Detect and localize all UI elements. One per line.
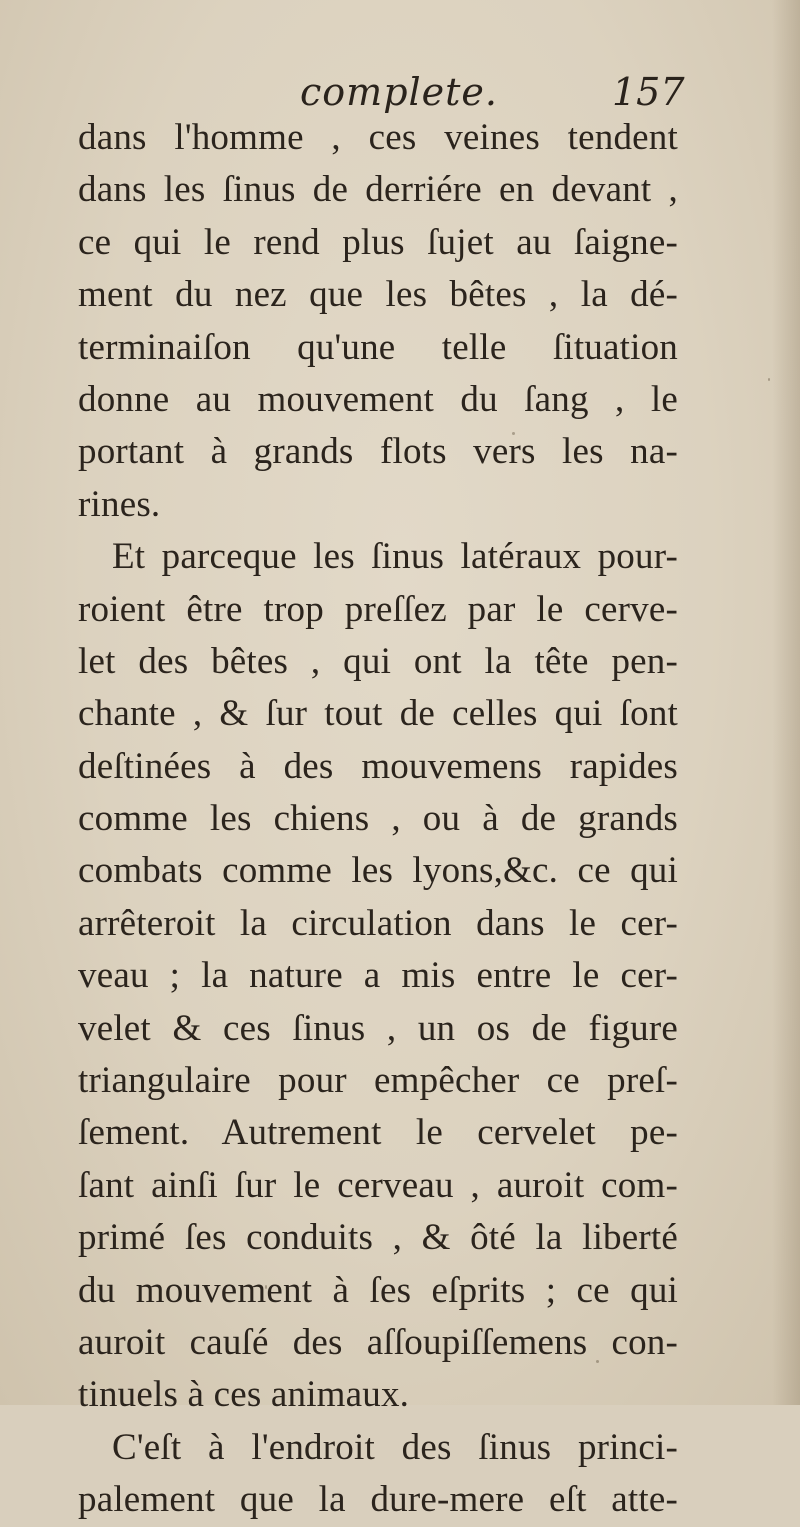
- paper-speck: [512, 432, 515, 435]
- page-number: 157: [612, 70, 685, 114]
- text-line: ſement. Autrement le cervelet pe-: [78, 1112, 678, 1154]
- text-line: chante , & ſur tout de celles qui ſont: [78, 693, 678, 735]
- text-line: triangulaire pour empêcher ce preſ-: [78, 1060, 678, 1102]
- text-line: roient être trop preſſez par le cerve-: [78, 588, 678, 630]
- text-line: dans les ſinus de derriére en devant ,: [78, 169, 678, 211]
- text-line: Et parceque les ſinus latéraux pour-: [112, 536, 678, 578]
- text-line: auroit cauſé des aſſoupiſſemens con-: [78, 1321, 678, 1363]
- paper-speck: [265, 1285, 267, 1289]
- text-line: terminaiſon qu'une telle ſituation: [78, 326, 678, 368]
- text-line: velet & ces ſinus , un os de figure: [78, 1007, 678, 1049]
- text-line: du mouvement à ſes eſprits ; ce qui: [78, 1269, 678, 1311]
- text-line: dans l'homme , ces veines tendent: [78, 117, 678, 158]
- text-line: arrêteroit la circulation dans le cer-: [78, 902, 678, 944]
- text-line: let des bêtes , qui ont la tête pen-: [78, 640, 678, 682]
- paper-speck: [768, 378, 770, 381]
- text-line: comme les chiens , ou à de grands: [78, 798, 678, 840]
- text-line: ſant ainſi ſur le cerveau , auroit com-: [78, 1164, 678, 1206]
- text-line: C'eſt à l'endroit des ſinus princi-: [112, 1426, 678, 1468]
- page-gutter-shadow: [772, 0, 800, 1405]
- text-line: portant à grands flots vers les na-: [78, 431, 678, 473]
- text-line: veau ; la nature a mis entre le cer-: [78, 955, 678, 997]
- text-line: tinuels à ces animaux.: [78, 1374, 410, 1416]
- text-line: ce qui le rend plus ſujet au ſaigne-: [78, 221, 678, 263]
- body-text: [78, 112, 678, 1527]
- text-line: deſtinées à des mouvemens rapides: [78, 745, 678, 787]
- text-line: ment du nez que les bêtes , la dé-: [78, 274, 678, 316]
- text-line: rines.: [78, 483, 161, 525]
- text-line: palement que la dure-mere eſt atte-: [78, 1479, 678, 1521]
- paper-speck: [596, 1360, 599, 1363]
- running-head: complete.: [300, 70, 498, 114]
- text-line: donne au mouvement du ſang , le: [78, 378, 678, 420]
- text-line: primé ſes conduits , & ôté la liberté: [78, 1217, 678, 1259]
- text-line: combats comme les lyons,&c. ce qui: [78, 850, 678, 892]
